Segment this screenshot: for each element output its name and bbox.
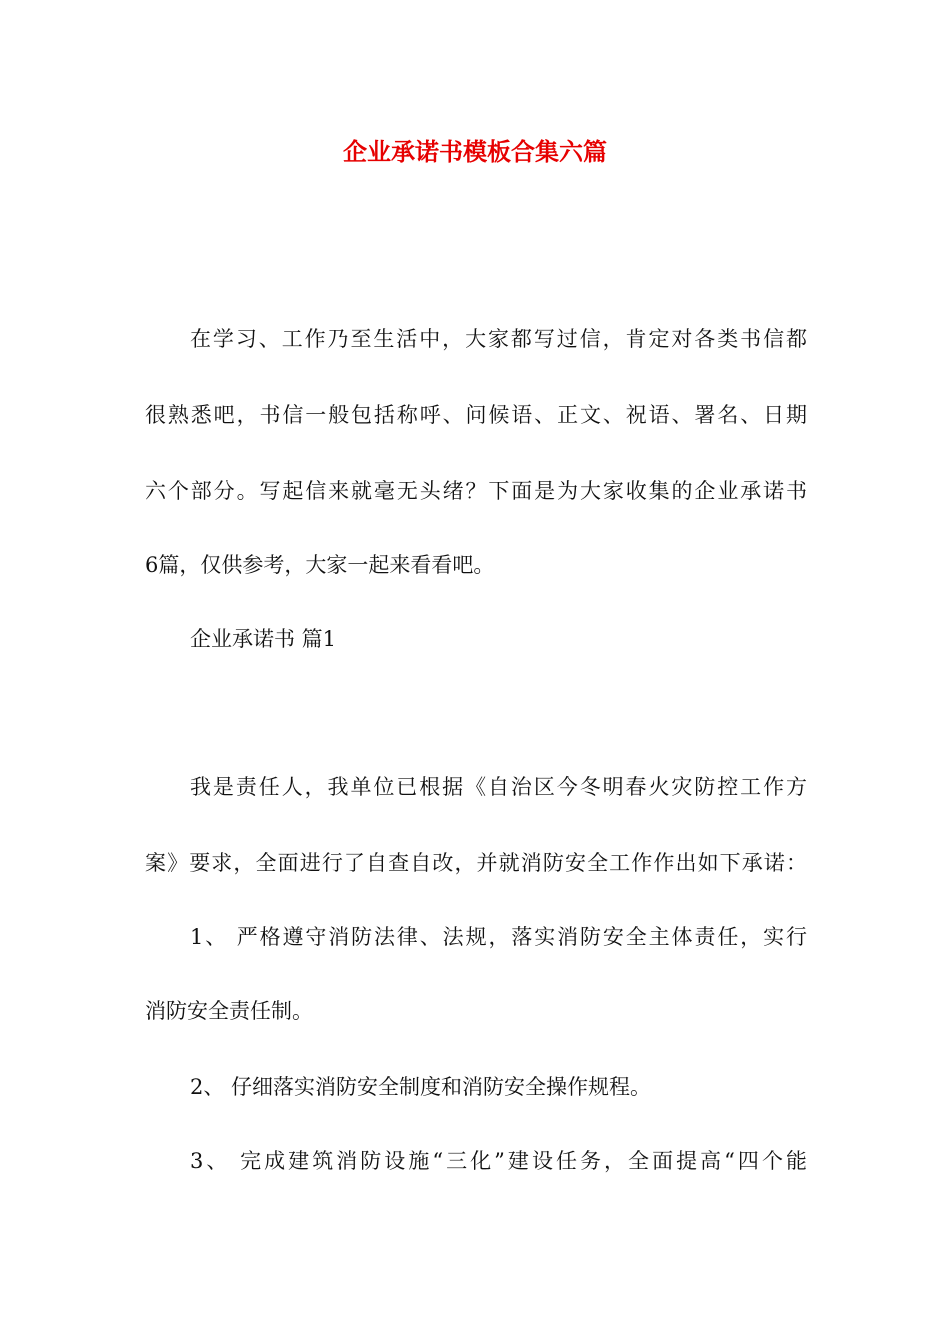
intro-line-2: 很熟悉吧，书信一般包括称呼、问候语、正文、祝语、署名、日期 <box>145 403 807 427</box>
body-line-4: 消防安全责任制。 <box>145 999 313 1023</box>
body-line-3: 1、 严格遵守消防法律、法规，落实消防安全主体责任，实行 <box>190 925 807 949</box>
intro-line-4: 6篇，仅供参考，大家一起来看看吧。 <box>145 553 495 577</box>
body-line-1: 我是责任人，我单位已根据《自治区今冬明春火灾防控工作方 <box>190 775 807 799</box>
intro-line-3: 六个部分。写起信来就毫无头绪？下面是为大家收集的企业承诺书 <box>145 479 807 503</box>
intro-line-1: 在学习、工作乃至生活中，大家都写过信，肯定对各类书信都 <box>190 327 807 351</box>
document-title: 企业承诺书模板合集六篇 <box>343 137 607 166</box>
body-line-2: 案》要求，全面进行了自查自改，并就消防安全工作作出如下承诺： <box>145 851 807 875</box>
body-line-5: 2、 仔细落实消防安全制度和消防安全操作规程。 <box>190 1075 652 1099</box>
section-heading: 企业承诺书 篇1 <box>190 627 337 651</box>
body-line-6: 3、 完成建筑消防设施“三化”建设任务，全面提高“四个能 <box>190 1149 807 1173</box>
